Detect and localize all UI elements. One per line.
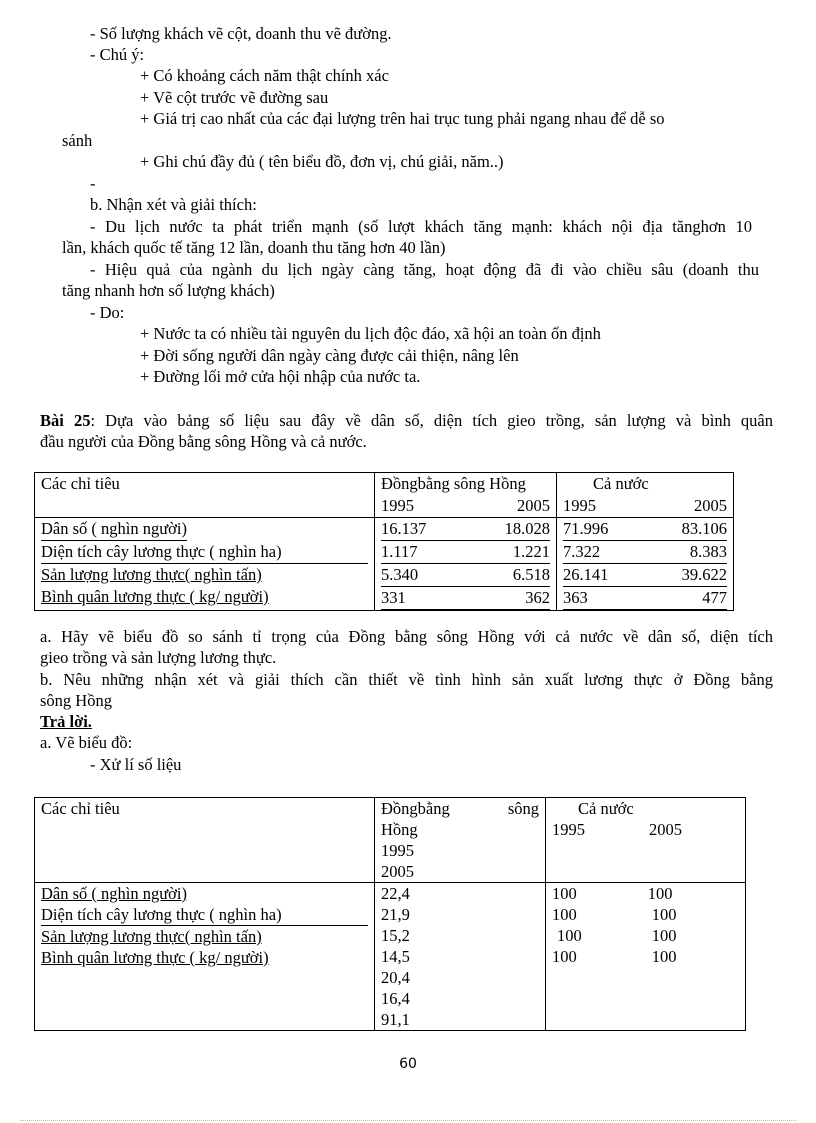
page-number: 60	[399, 1056, 417, 1072]
intro-line-10a: - Hiệu quả của ngành du lịch ngày càng tăng, hoạt động đã đi vào chiều sâu (doanh thu	[90, 260, 759, 279]
table-2-header-row	[35, 798, 746, 883]
table-row-label: Dân số ( nghìn người)	[41, 884, 187, 903]
table-2-cn-label: Cả nước	[578, 799, 634, 818]
table-cell: 100	[651, 947, 677, 966]
table-2-dbsh-year-1: 1995	[381, 841, 414, 860]
table-2-dbsh-label-1: Đồngbằng	[381, 799, 450, 818]
table-1-labels-cell	[35, 518, 375, 611]
draw-chart-label: a. Vẽ biểu đồ:	[40, 733, 133, 752]
intro-line-12: + Nước ta có nhiều tài nguyên du lịch độc đáo, xã hội an toàn ổn định	[140, 324, 601, 343]
table-2-header-criteria-label: Các chỉ tiêu	[41, 799, 120, 818]
answer-heading: Trả lời.	[40, 712, 92, 731]
table-row	[563, 541, 727, 564]
table-cell: 15,2	[381, 926, 410, 945]
table-1-body-row	[35, 518, 734, 611]
question-b-line-1: b. Nêu những nhận xét và giải thích cần thiết về tình hình sản xuất lương thực ở Đồng bằng	[40, 670, 773, 689]
table-2-body-row	[35, 883, 746, 1031]
intro-line-9a: - Du lịch nước ta phát triển mạnh (số lượt khách tăng mạnh: khách nội địa tănghơn 10	[90, 217, 752, 236]
table-1-header-dbsh	[375, 473, 557, 518]
exercise-text-b: đầu người của Đồng bằng sông Hồng và cả nước.	[40, 432, 367, 451]
table-row-label: Sản lượng lương thực( nghìn tấn)	[41, 927, 262, 946]
intro-line-5b: sánh	[62, 131, 93, 150]
intro-line-8: b. Nhận xét và giải thích:	[90, 195, 257, 214]
table-row-label: Bình quân lương thực ( kg/ người)	[41, 948, 269, 967]
table-2-dbsh-label-3: Hồng	[381, 820, 418, 839]
table-1-cn-label: Cả nước	[593, 474, 649, 493]
table-cell: 6.518	[512, 565, 550, 584]
table-cell: 22,4	[381, 884, 410, 903]
intro-line-13: + Đời sống người dân ngày càng được cải thiện, nâng lên	[140, 346, 519, 365]
table-2-header-dbsh	[375, 798, 546, 883]
table-row-label: Bình quân lương thực ( kg/ người)	[41, 587, 269, 606]
table-cell: 100	[552, 884, 577, 903]
table-2-dbsh-label-2: sông	[507, 799, 539, 818]
table-cell: 362	[525, 588, 550, 607]
exercise-label: Bài 25	[40, 411, 91, 430]
table-cell: 100	[651, 926, 677, 945]
table-2-dbsh-values	[375, 883, 546, 1031]
table-1-dbsh-values	[375, 518, 557, 611]
table-row	[381, 518, 550, 541]
page-bottom-divider	[20, 1120, 796, 1121]
table-row	[381, 564, 550, 587]
question-a-line-1: a. Hãy vẽ biểu đồ so sánh tỉ trọng của Đồng bằng sông Hồng với cả nước về dân số, diện tích	[40, 627, 773, 646]
table-row	[552, 883, 739, 904]
table-cell: 331	[381, 588, 406, 607]
table-1-header-row	[35, 473, 734, 518]
question-b-line-2: sông Hồng	[40, 691, 112, 710]
table-1-dbsh-label: Đồngbằng sông Hồng	[381, 474, 526, 493]
table-cell: 1.221	[512, 542, 550, 561]
intro-line-1: - Số lượng khách vẽ cột, doanh thu vẽ đường.	[90, 24, 392, 43]
table-cell: 14,5	[381, 947, 410, 966]
table-cell: 100	[651, 905, 677, 924]
table-cell: 91,1	[381, 1010, 410, 1029]
table-1-header-criteria	[35, 473, 375, 518]
table-1-cn-year-1: 1995	[563, 496, 596, 515]
table-1-header-criteria-label: Các chỉ tiêu	[41, 474, 120, 493]
table-2-header-cn	[546, 798, 746, 883]
table-row	[552, 904, 739, 925]
intro-line-5a: + Giá trị cao nhất của các đại lượng trên hai trục tung phải ngang nhau để dễ so	[140, 109, 665, 128]
table-cell: 1.117	[381, 542, 418, 561]
table-cell: 477	[702, 588, 727, 607]
data-table-1	[34, 472, 734, 611]
intro-line-7: -	[90, 174, 96, 193]
intro-line-11: - Do:	[90, 303, 125, 322]
table-cell: 83.106	[681, 519, 727, 538]
question-a-line-2: gieo trồng và sản lượng lương thực.	[40, 648, 277, 667]
table-cell: 39.622	[681, 565, 727, 584]
table-2-header-criteria	[35, 798, 375, 883]
table-2-cn-values	[546, 883, 746, 1031]
table-cell: 8.383	[689, 542, 727, 561]
table-row	[563, 518, 727, 541]
table-cell: 100	[552, 947, 577, 966]
table-row-label: Dân số ( nghìn người)	[41, 518, 187, 541]
table-cell: 71.996	[563, 519, 609, 538]
table-1-cn-values	[557, 518, 734, 611]
table-cell: 100	[552, 905, 577, 924]
intro-line-2: - Chú ý:	[90, 45, 145, 64]
table-row-label: Diện tích cây lương thực ( nghìn ha)	[41, 904, 368, 926]
exercise-text-a: : Dựa vào bảng số liệu sau đây về dân số, diện tích gieo trồng, sản lượng và bình quân	[90, 411, 774, 430]
intro-line-4: + Vẽ cột trước vẽ đường sau	[140, 88, 329, 107]
intro-line-14: + Đường lối mở cửa hội nhập của nước ta.	[140, 367, 421, 386]
table-1-header-cn	[557, 473, 734, 518]
intro-line-9b: lần, khách quốc tế tăng 12 lần, doanh thu tăng hơn 40 lần)	[62, 238, 446, 257]
table-cell: 21,9	[381, 905, 410, 924]
table-1-cn-year-2: 2005	[694, 496, 727, 515]
table-cell: 100	[647, 884, 673, 903]
table-row-label: Sản lượng lương thực( nghìn tấn)	[41, 565, 262, 584]
table-1-dbsh-year-2: 2005	[517, 496, 550, 515]
intro-line-3: + Có khoảng cách năm thật chính xác	[140, 66, 389, 85]
table-cell: 16.137	[381, 519, 427, 538]
table-cell: 363	[563, 588, 588, 607]
exercise-title	[40, 411, 773, 431]
table-cell: 16,4	[381, 989, 410, 1008]
table-row-label: Diện tích cây lương thực ( nghìn ha)	[41, 541, 368, 564]
process-data-label: - Xử lí số liệu	[90, 755, 182, 774]
table-cell: 100	[557, 926, 582, 945]
table-cell: 20,4	[381, 968, 410, 987]
table-row	[563, 564, 727, 587]
table-2-labels-cell	[35, 883, 375, 1031]
table-row	[563, 587, 727, 610]
table-row	[552, 946, 739, 967]
table-2-cn-year-2: 2005	[649, 820, 682, 839]
table-cell: 7.322	[563, 542, 601, 561]
intro-line-10b: tăng nhanh hơn số lượng khách)	[62, 281, 275, 300]
table-1-dbsh-year-1: 1995	[381, 496, 414, 515]
table-2-cn-year-1: 1995	[552, 820, 585, 839]
table-cell: 18.028	[504, 519, 550, 538]
table-cell: 26.141	[563, 565, 609, 584]
table-row	[552, 925, 739, 946]
table-row	[381, 587, 550, 610]
table-row	[381, 541, 550, 564]
data-table-2	[34, 797, 746, 1031]
table-2-dbsh-year-2: 2005	[381, 862, 414, 881]
intro-line-6: + Ghi chú đầy đủ ( tên biểu đồ, đơn vị, chú giải, năm..)	[140, 152, 504, 171]
table-cell: 5.340	[381, 565, 419, 584]
